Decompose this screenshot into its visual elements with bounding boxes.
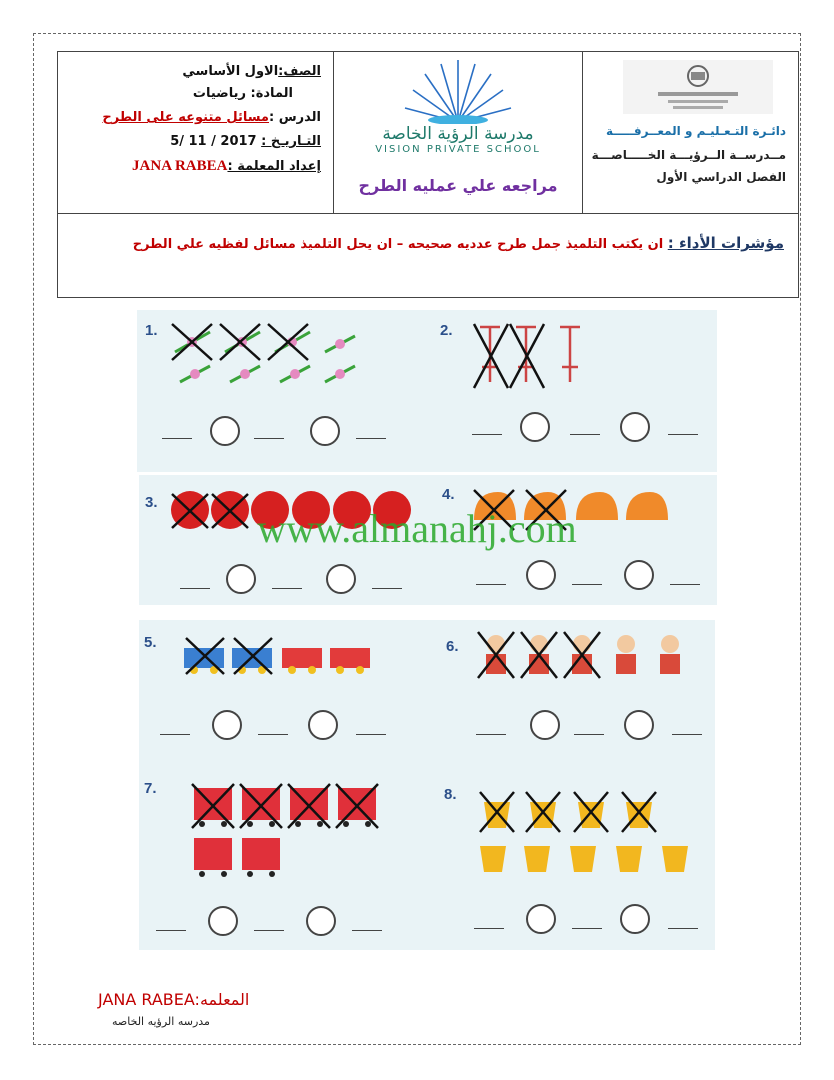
- roller-skate-icon: [194, 788, 376, 870]
- answer-blank[interactable]: [570, 434, 600, 435]
- operator-circle[interactable]: [212, 710, 242, 740]
- operator-circle[interactable]: [326, 564, 356, 594]
- school-logo-arabic: مدرسة الرؤية الخاصة: [382, 124, 534, 144]
- answer-blank[interactable]: [356, 438, 386, 439]
- answer-blank[interactable]: [668, 434, 698, 435]
- exercise-7-answer: [156, 906, 396, 936]
- performance-indicators: [133, 234, 784, 252]
- exercise-6-dolls: [474, 630, 704, 680]
- operator-circle[interactable]: [526, 904, 556, 934]
- exercise-7-roller-skates: [190, 782, 380, 892]
- answer-blank[interactable]: [572, 584, 602, 585]
- teacher-line: [132, 158, 321, 175]
- operator-circle[interactable]: [226, 564, 256, 594]
- answer-blank[interactable]: [472, 434, 502, 435]
- subject-line: [193, 86, 293, 101]
- school-name: مــدرســة الــرؤيـــة الخـــــاصـــة: [591, 148, 786, 162]
- exercise-7-number: 7.: [144, 780, 157, 797]
- answer-blank[interactable]: [356, 734, 386, 735]
- header-table: [57, 51, 799, 298]
- subject-label: المادة:: [250, 86, 293, 101]
- exercise-4-number: 4.: [442, 486, 455, 503]
- answer-blank[interactable]: [670, 584, 700, 585]
- lesson-label: الدرس :: [269, 110, 321, 125]
- review-title: مراجعه علي عمليه الطرح: [358, 176, 558, 195]
- operator-circle[interactable]: [624, 560, 654, 590]
- info-cell: [58, 52, 334, 213]
- lesson-value: مسائل متنوعه على الطرح: [102, 110, 269, 125]
- operator-circle[interactable]: [210, 416, 240, 446]
- semester: الفصل الدراسي الأول: [656, 170, 786, 184]
- answer-blank[interactable]: [476, 734, 506, 735]
- exercise-1-answer: [162, 416, 402, 446]
- operator-circle[interactable]: [308, 710, 338, 740]
- grade-label: الصف:: [278, 64, 321, 79]
- answer-blank[interactable]: [156, 930, 186, 931]
- date-value: 5/ 11 / 2017: [170, 134, 257, 149]
- exercise-1-number: 1.: [145, 322, 158, 339]
- answer-blank[interactable]: [352, 930, 382, 931]
- grade-value: الاول الأساسي: [182, 64, 279, 79]
- answer-blank[interactable]: [474, 928, 504, 929]
- exercise-4-answer: [476, 560, 716, 590]
- operator-circle[interactable]: [526, 560, 556, 590]
- answer-blank[interactable]: [372, 588, 402, 589]
- exercise-5-number: 5.: [144, 634, 157, 651]
- footer-school: مدرسه الرؤيه الخاصه: [112, 1015, 210, 1028]
- lesson-line: [102, 110, 321, 125]
- operator-circle[interactable]: [208, 906, 238, 936]
- answer-blank[interactable]: [272, 588, 302, 589]
- footer-teacher: JANA RABEA:المعلمه: [98, 990, 250, 1009]
- department-logo: [623, 60, 773, 114]
- answer-blank[interactable]: [160, 734, 190, 735]
- operator-circle[interactable]: [306, 906, 336, 936]
- exercise-6-answer: [476, 710, 716, 740]
- answer-blank[interactable]: [572, 928, 602, 929]
- sunburst-logo-icon: [403, 58, 513, 124]
- exercise-3-number: 3.: [145, 494, 158, 511]
- operator-circle[interactable]: [620, 412, 650, 442]
- exercise-8-answer: [474, 904, 714, 934]
- operator-circle[interactable]: [530, 710, 560, 740]
- exercise-2-number: 2.: [440, 322, 453, 339]
- exercise-5-answer: [160, 710, 400, 740]
- school-logo-cell: [333, 52, 583, 213]
- answer-blank[interactable]: [162, 438, 192, 439]
- answer-blank[interactable]: [574, 734, 604, 735]
- answer-blank[interactable]: [180, 588, 210, 589]
- answer-blank[interactable]: [476, 584, 506, 585]
- exercise-3-answer: [180, 564, 420, 594]
- exercise-5-trains: [182, 636, 372, 676]
- exercise-6-number: 6.: [446, 638, 459, 655]
- operator-circle[interactable]: [520, 412, 550, 442]
- indicators-label: مؤشرات الأداء :: [667, 234, 784, 252]
- exercise-1-jump-ropes: [170, 322, 370, 392]
- operator-circle[interactable]: [310, 416, 340, 446]
- teacher-value: JANA RABEA: [132, 158, 228, 174]
- answer-blank[interactable]: [258, 734, 288, 735]
- exercise-2-pogo-sticks: [470, 322, 600, 392]
- exercise-8-number: 8.: [444, 786, 457, 803]
- date-line: [170, 134, 321, 149]
- indicators-text: ان يكتب التلميذ جمل طرح عدديه صحيحه – ان يحل التلميذ مسائل لفظيه علي الطرح: [132, 237, 664, 252]
- department-name: دائـرة التـعـليـم و المعــرفـــــة: [606, 124, 786, 138]
- sand-bucket-icon: [480, 802, 688, 872]
- answer-blank[interactable]: [672, 734, 702, 735]
- subject-value: رياضيات: [192, 86, 246, 101]
- answer-blank[interactable]: [254, 438, 284, 439]
- exercise-8-sand-buckets: [476, 790, 706, 880]
- jump-rope-icon: [175, 332, 355, 382]
- school-logo-english: VISION PRIVATE SCHOOL: [375, 144, 541, 155]
- answer-blank[interactable]: [668, 928, 698, 929]
- answer-blank[interactable]: [254, 930, 284, 931]
- grade-line: [182, 64, 321, 79]
- date-label: التـاريـخ :: [261, 134, 321, 149]
- exercise-2-answer: [472, 412, 712, 442]
- watermark: www.almanahj.com: [257, 506, 577, 551]
- teacher-label: إعداد المعلمة :: [227, 159, 321, 174]
- cross-marks: [172, 324, 308, 360]
- operator-circle[interactable]: [624, 710, 654, 740]
- department-cell: [582, 52, 798, 213]
- operator-circle[interactable]: [620, 904, 650, 934]
- cross-marks: [474, 324, 544, 388]
- pogo-stick-icon: [480, 327, 580, 382]
